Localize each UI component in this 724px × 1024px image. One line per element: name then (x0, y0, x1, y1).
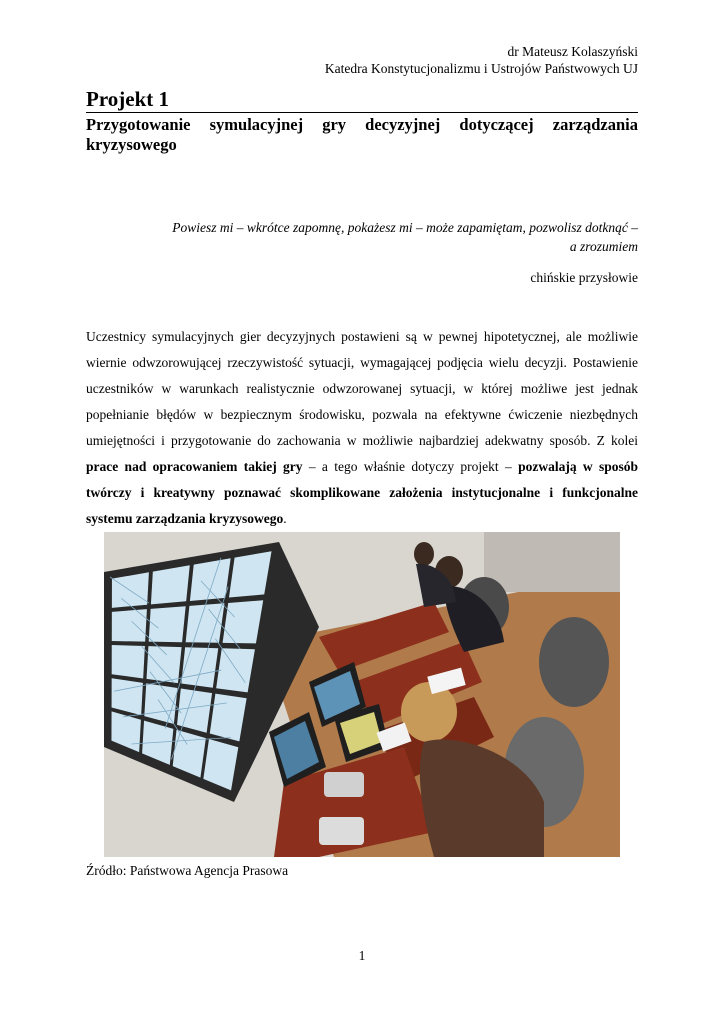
body-paragraph (86, 324, 638, 532)
paragraph-bold-2: pozwalają w sposób twórczy i kreatywny poznawać skomplikowane założenia instytucjonalne i funkcjonalne systemu zarządzania kryzysowego (86, 459, 638, 526)
control-room-photo (104, 532, 620, 857)
video-wall-screen (186, 603, 225, 643)
page-subtitle: Przygotowanie symulacyjnej gry decyzyjnej dotyczącej zarządzania kryzysowego (86, 115, 638, 154)
video-wall-screen (146, 646, 181, 683)
paragraph-text-3: . (283, 511, 287, 526)
header-author: dr Mateusz Kolaszyński (507, 44, 638, 59)
page-title: Projekt 1 (86, 87, 170, 111)
epigraph-source: chińskie przysłowie (530, 270, 638, 285)
header-department: Katedra Konstytucjonalizmu i Ustrojów Państwowych UJ (324, 61, 638, 76)
title-divider (86, 112, 638, 113)
control-room-illustration (104, 532, 620, 857)
paragraph-bold-1: prace nad opracowaniem takiej gry (86, 459, 303, 474)
page-number: 1 (358, 948, 366, 963)
epigraph-line-1: Powiesz mi – wkrótce zapomnę, pokażesz mi – może zapamiętam, pozwolisz dotknąć – (172, 220, 638, 235)
video-wall-screen (181, 647, 218, 688)
video-wall-screen (149, 606, 186, 642)
video-wall-screen (151, 565, 190, 604)
epigraph-line-2: a zrozumiem (569, 239, 638, 254)
video-wall-screen (112, 609, 147, 641)
paragraph-text-2: – a tego właśnie dotyczy projekt – (302, 459, 519, 474)
paragraph-text-1: Uczestnicy symulacyjnych gier decyzyjnych postawieni są w pewnej hipotetycznej, ale możliwie wiernie odwzorowującej rzeczywistość sytuacji, wymagającej podjęcia wielu decyzji. Postawienie uczestników w warunkach realistycznie odwzorowanej sytuacji, w której możliwe jest jednak popełnianie błędów w bezpiecznym środowisku, pozwala na efektywne ćwiczenie niezbędnych umiejętności i przygotowanie do zachowania w możliwie najbardziej adekwatny sposób. Z kolei (86, 329, 638, 448)
video-wall-screen (190, 558, 231, 601)
figure-caption: Źródło: Państwowa Agencja Prasowa (86, 863, 289, 878)
video-wall-screen (112, 645, 145, 678)
epigraph-quote (120, 218, 638, 256)
